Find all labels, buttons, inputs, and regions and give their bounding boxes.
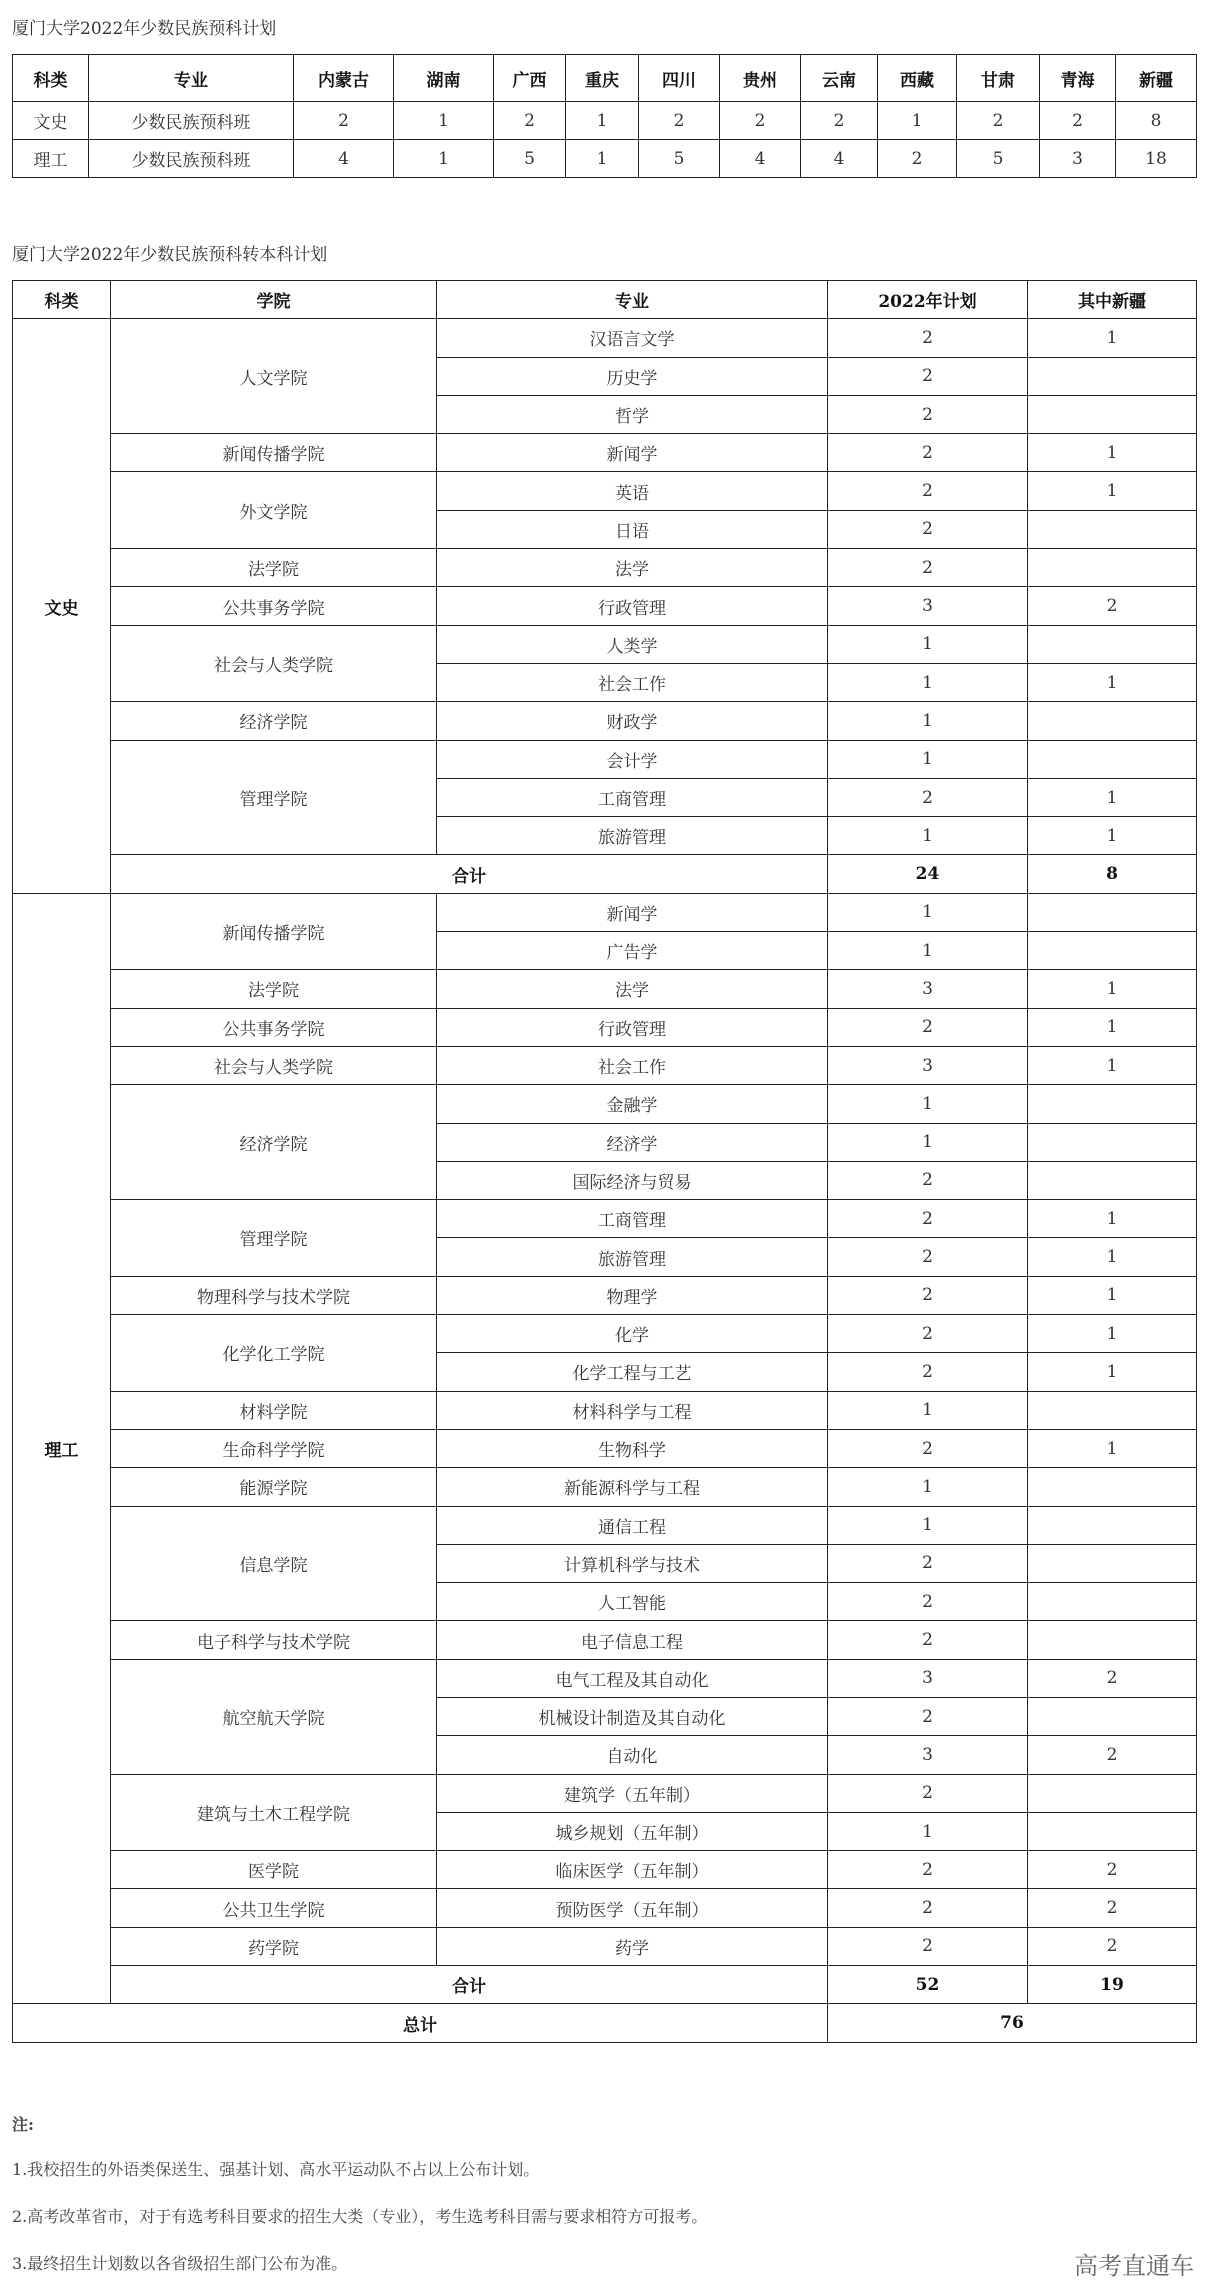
major-cell: 行政管理 <box>437 1008 828 1046</box>
college-cell: 电子科学与技术学院 <box>111 1621 437 1659</box>
xinjiang-cell <box>1028 1583 1197 1621</box>
xinjiang-cell: 1 <box>1028 1046 1197 1084</box>
college-cell: 法学院 <box>111 970 437 1008</box>
table-cell: 理工 <box>13 140 89 178</box>
xinjiang-cell <box>1028 893 1197 931</box>
major-cell: 电气工程及其自动化 <box>437 1659 828 1697</box>
table-row <box>13 1774 1197 1812</box>
college-cell: 社会与人类学院 <box>111 625 437 702</box>
table-cell: 3 <box>1040 140 1116 178</box>
table-cell: 5 <box>639 140 720 178</box>
table-cell: 2 <box>801 102 878 140</box>
table-cell: 2 <box>1040 102 1116 140</box>
subtotal-plan: 24 <box>828 855 1028 893</box>
table-cell: 文史 <box>13 102 89 140</box>
plan-cell: 2 <box>828 1851 1028 1889</box>
xinjiang-cell: 1 <box>1028 319 1197 357</box>
subtotal-row <box>13 855 1197 893</box>
college-cell: 物理科学与技术学院 <box>111 1276 437 1314</box>
major-cell: 法学 <box>437 549 828 587</box>
table-cell: 2 <box>294 102 394 140</box>
major-cell: 药学 <box>437 1927 828 1965</box>
plan-cell: 2 <box>828 1429 1028 1467</box>
total-row <box>13 2004 1197 2042</box>
xinjiang-cell: 1 <box>1028 434 1197 472</box>
table-cell: 少数民族预科班 <box>89 102 294 140</box>
plan-cell: 3 <box>828 1736 1028 1774</box>
column-header: 广西 <box>494 55 566 102</box>
xinjiang-cell <box>1028 932 1197 970</box>
plan-cell: 1 <box>828 932 1028 970</box>
plan-cell: 2 <box>828 1238 1028 1276</box>
column-header: 其中新疆 <box>1028 281 1197 319</box>
xinjiang-cell: 1 <box>1028 663 1197 701</box>
xinjiang-cell <box>1028 1621 1197 1659</box>
column-header: 内蒙古 <box>294 55 394 102</box>
xinjiang-cell: 1 <box>1028 1353 1197 1391</box>
table-row <box>13 1429 1197 1467</box>
plan-cell: 3 <box>828 970 1028 1008</box>
column-header: 青海 <box>1040 55 1116 102</box>
table-cell: 5 <box>957 140 1040 178</box>
plan-cell: 1 <box>828 893 1028 931</box>
plan-cell: 2 <box>828 1353 1028 1391</box>
table-cell: 4 <box>294 140 394 178</box>
column-header: 甘肃 <box>957 55 1040 102</box>
xinjiang-cell <box>1028 1544 1197 1582</box>
xinjiang-cell: 2 <box>1028 1851 1197 1889</box>
notes-heading: 注: <box>12 2115 34 2134</box>
plan-cell: 1 <box>828 817 1028 855</box>
xinjiang-cell <box>1028 1697 1197 1735</box>
major-cell: 电子信息工程 <box>437 1621 828 1659</box>
total-label: 总计 <box>13 2004 828 2042</box>
table-cell: 1 <box>394 102 494 140</box>
major-cell: 化学 <box>437 1315 828 1353</box>
major-cell: 机械设计制造及其自动化 <box>437 1697 828 1735</box>
major-cell: 经济学 <box>437 1123 828 1161</box>
xinjiang-cell: 2 <box>1028 1736 1197 1774</box>
xinjiang-cell: 1 <box>1028 1008 1197 1046</box>
category-cell: 理工 <box>13 893 111 2004</box>
plan-cell: 3 <box>828 1659 1028 1697</box>
column-header: 新疆 <box>1116 55 1197 102</box>
table-cell: 1 <box>566 140 639 178</box>
total-value: 76 <box>828 2004 1197 2042</box>
major-cell: 哲学 <box>437 395 828 433</box>
table-cell: 1 <box>566 102 639 140</box>
table-row <box>13 1851 1197 1889</box>
college-cell: 法学院 <box>111 549 437 587</box>
xinjiang-cell <box>1028 1774 1197 1812</box>
plan-cell: 2 <box>828 434 1028 472</box>
college-cell: 社会与人类学院 <box>111 1046 437 1084</box>
subtotal-label: 合计 <box>111 1966 828 2004</box>
xinjiang-cell <box>1028 1468 1197 1506</box>
plan-cell: 1 <box>828 663 1028 701</box>
xinjiang-cell <box>1028 740 1197 778</box>
college-cell: 生命科学学院 <box>111 1429 437 1467</box>
table-row <box>13 740 1197 778</box>
table-cell: 18 <box>1116 140 1197 178</box>
column-header: 云南 <box>801 55 878 102</box>
xinjiang-cell: 2 <box>1028 1889 1197 1927</box>
major-cell: 社会工作 <box>437 1046 828 1084</box>
xinjiang-cell: 1 <box>1028 1276 1197 1314</box>
xinjiang-cell: 1 <box>1028 817 1197 855</box>
college-cell: 医学院 <box>111 1851 437 1889</box>
table-row <box>13 702 1197 740</box>
table-row <box>13 1315 1197 1353</box>
college-cell: 管理学院 <box>111 740 437 855</box>
plan-cell: 1 <box>828 1468 1028 1506</box>
college-cell: 公共事务学院 <box>111 1008 437 1046</box>
column-header: 湖南 <box>394 55 494 102</box>
table-row <box>13 1506 1197 1544</box>
major-cell: 自动化 <box>437 1736 828 1774</box>
major-cell: 行政管理 <box>437 587 828 625</box>
table-row <box>13 472 1197 510</box>
note-item: 1.我校招生的外语类保送生、强基计划、高水平运动队不占以上公布计划。 <box>12 2160 540 2179</box>
subtotal-plan: 52 <box>828 1966 1028 2004</box>
column-header: 科类 <box>13 281 111 319</box>
plan-cell: 2 <box>828 1315 1028 1353</box>
major-cell: 旅游管理 <box>437 817 828 855</box>
major-cell: 社会工作 <box>437 663 828 701</box>
college-cell: 经济学院 <box>111 702 437 740</box>
table-row <box>13 893 1197 931</box>
plan-cell: 2 <box>828 778 1028 816</box>
plan-cell: 2 <box>828 1200 1028 1238</box>
major-cell: 旅游管理 <box>437 1238 828 1276</box>
major-cell: 国际经济与贸易 <box>437 1161 828 1199</box>
xinjiang-cell: 1 <box>1028 1315 1197 1353</box>
table-header-row <box>13 55 1197 102</box>
xinjiang-cell <box>1028 702 1197 740</box>
major-cell: 材料科学与工程 <box>437 1391 828 1429</box>
xinjiang-cell: 1 <box>1028 970 1197 1008</box>
major-cell: 人工智能 <box>437 1583 828 1621</box>
table-row <box>13 319 1197 357</box>
note-item: 2.高考改革省市，对于有选考科目要求的招生大类（专业），考生选考科目需与要求相符方可报考。 <box>12 2207 708 2226</box>
plan-cell: 1 <box>828 1085 1028 1123</box>
undergraduate-plan-table <box>12 280 1197 2043</box>
table-cell: 2 <box>878 140 957 178</box>
major-cell: 英语 <box>437 472 828 510</box>
major-cell: 预防医学（五年制） <box>437 1889 828 1927</box>
preparatory-plan-table <box>12 54 1197 178</box>
major-cell: 历史学 <box>437 357 828 395</box>
table-cell: 2 <box>494 102 566 140</box>
table-cell: 1 <box>394 140 494 178</box>
xinjiang-cell: 1 <box>1028 1429 1197 1467</box>
column-header: 专业 <box>89 55 294 102</box>
table-row <box>13 587 1197 625</box>
table1-title: 厦门大学2022年少数民族预科计划 <box>12 19 277 39</box>
college-cell: 管理学院 <box>111 1200 437 1277</box>
plan-cell: 2 <box>828 1008 1028 1046</box>
xinjiang-cell <box>1028 1812 1197 1850</box>
table2-title: 厦门大学2022年少数民族预科转本科计划 <box>12 245 328 265</box>
table-row <box>13 1889 1197 1927</box>
table-row <box>13 1927 1197 1965</box>
plan-cell: 1 <box>828 1812 1028 1850</box>
xinjiang-cell <box>1028 625 1197 663</box>
plan-cell: 1 <box>828 1506 1028 1544</box>
college-cell: 材料学院 <box>111 1391 437 1429</box>
xinjiang-cell: 2 <box>1028 1927 1197 1965</box>
major-cell: 新闻学 <box>437 434 828 472</box>
column-header: 重庆 <box>566 55 639 102</box>
xinjiang-cell: 1 <box>1028 1238 1197 1276</box>
table-cell: 少数民族预科班 <box>89 140 294 178</box>
table-row <box>13 1200 1197 1238</box>
table-row <box>13 1391 1197 1429</box>
subtotal-row <box>13 1966 1197 2004</box>
table-header-row <box>13 281 1197 319</box>
plan-cell: 1 <box>828 702 1028 740</box>
plan-cell: 2 <box>828 1774 1028 1812</box>
xinjiang-cell: 1 <box>1028 1200 1197 1238</box>
subtotal-xinjiang: 8 <box>1028 855 1197 893</box>
plan-cell: 2 <box>828 1161 1028 1199</box>
plan-cell: 2 <box>828 1583 1028 1621</box>
table-cell: 2 <box>639 102 720 140</box>
column-header: 西藏 <box>878 55 957 102</box>
xinjiang-cell <box>1028 1506 1197 1544</box>
major-cell: 新能源科学与工程 <box>437 1468 828 1506</box>
xinjiang-cell <box>1028 510 1197 548</box>
xinjiang-cell <box>1028 1161 1197 1199</box>
xinjiang-cell <box>1028 1085 1197 1123</box>
table-row <box>13 102 1197 140</box>
major-cell: 城乡规划（五年制） <box>437 1812 828 1850</box>
category-cell: 文史 <box>13 319 111 893</box>
subtotal-xinjiang: 19 <box>1028 1966 1197 2004</box>
table-row <box>13 1085 1197 1123</box>
plan-cell: 3 <box>828 1046 1028 1084</box>
major-cell: 财政学 <box>437 702 828 740</box>
xinjiang-cell <box>1028 357 1197 395</box>
table-row <box>13 1468 1197 1506</box>
column-header: 学院 <box>111 281 437 319</box>
college-cell: 化学化工学院 <box>111 1315 437 1392</box>
major-cell: 会计学 <box>437 740 828 778</box>
table-row <box>13 1621 1197 1659</box>
plan-cell: 1 <box>828 625 1028 663</box>
table-row <box>13 1046 1197 1084</box>
major-cell: 工商管理 <box>437 1200 828 1238</box>
plan-cell: 1 <box>828 1123 1028 1161</box>
table-row <box>13 1659 1197 1697</box>
major-cell: 物理学 <box>437 1276 828 1314</box>
major-cell: 化学工程与工艺 <box>437 1353 828 1391</box>
plan-cell: 1 <box>828 740 1028 778</box>
xinjiang-cell <box>1028 395 1197 433</box>
major-cell: 建筑学（五年制） <box>437 1774 828 1812</box>
college-cell: 药学院 <box>111 1927 437 1965</box>
xinjiang-cell <box>1028 549 1197 587</box>
column-header: 四川 <box>639 55 720 102</box>
plan-cell: 2 <box>828 510 1028 548</box>
table-row <box>13 1008 1197 1046</box>
college-cell: 公共事务学院 <box>111 587 437 625</box>
table-cell: 2 <box>957 102 1040 140</box>
table-row <box>13 1276 1197 1314</box>
subtotal-label: 合计 <box>111 855 828 893</box>
plan-cell: 2 <box>828 395 1028 433</box>
college-cell: 能源学院 <box>111 1468 437 1506</box>
table-cell: 4 <box>801 140 878 178</box>
major-cell: 人类学 <box>437 625 828 663</box>
college-cell: 建筑与土木工程学院 <box>111 1774 437 1851</box>
xinjiang-cell: 1 <box>1028 472 1197 510</box>
column-header: 贵州 <box>720 55 801 102</box>
xinjiang-cell <box>1028 1123 1197 1161</box>
college-cell: 公共卫生学院 <box>111 1889 437 1927</box>
major-cell: 生物科学 <box>437 1429 828 1467</box>
xinjiang-cell <box>1028 1391 1197 1429</box>
table-row <box>13 140 1197 178</box>
major-cell: 计算机科学与技术 <box>437 1544 828 1582</box>
major-cell: 法学 <box>437 970 828 1008</box>
major-cell: 日语 <box>437 510 828 548</box>
plan-cell: 1 <box>828 1391 1028 1429</box>
college-cell: 新闻传播学院 <box>111 434 437 472</box>
major-cell: 新闻学 <box>437 893 828 931</box>
major-cell: 广告学 <box>437 932 828 970</box>
table-cell: 4 <box>720 140 801 178</box>
note-item: 3.最终招生计划数以各省级招生部门公布为准。 <box>12 2254 348 2273</box>
column-header: 科类 <box>13 55 89 102</box>
watermark: 高考直通车 <box>1074 2252 1194 2280</box>
college-cell: 航空航天学院 <box>111 1659 437 1774</box>
plan-cell: 2 <box>828 319 1028 357</box>
table-row <box>13 970 1197 1008</box>
plan-cell: 2 <box>828 357 1028 395</box>
column-header: 专业 <box>437 281 828 319</box>
plan-cell: 2 <box>828 472 1028 510</box>
college-cell: 信息学院 <box>111 1506 437 1621</box>
plan-cell: 2 <box>828 1697 1028 1735</box>
major-cell: 临床医学（五年制） <box>437 1851 828 1889</box>
major-cell: 汉语言文学 <box>437 319 828 357</box>
plan-cell: 2 <box>828 1889 1028 1927</box>
plan-cell: 2 <box>828 549 1028 587</box>
college-cell: 新闻传播学院 <box>111 893 437 970</box>
major-cell: 工商管理 <box>437 778 828 816</box>
plan-cell: 2 <box>828 1276 1028 1314</box>
table-cell: 8 <box>1116 102 1197 140</box>
college-cell: 外文学院 <box>111 472 437 549</box>
table-cell: 1 <box>878 102 957 140</box>
table-cell: 2 <box>720 102 801 140</box>
xinjiang-cell: 2 <box>1028 587 1197 625</box>
column-header: 2022年计划 <box>828 281 1028 319</box>
college-cell: 人文学院 <box>111 319 437 434</box>
plan-cell: 2 <box>828 1927 1028 1965</box>
plan-cell: 2 <box>828 1621 1028 1659</box>
major-cell: 通信工程 <box>437 1506 828 1544</box>
plan-cell: 3 <box>828 587 1028 625</box>
table-row <box>13 549 1197 587</box>
table-cell: 5 <box>494 140 566 178</box>
table-row <box>13 434 1197 472</box>
xinjiang-cell: 2 <box>1028 1659 1197 1697</box>
table-row <box>13 625 1197 663</box>
college-cell: 经济学院 <box>111 1085 437 1200</box>
major-cell: 金融学 <box>437 1085 828 1123</box>
xinjiang-cell: 1 <box>1028 778 1197 816</box>
plan-cell: 2 <box>828 1544 1028 1582</box>
